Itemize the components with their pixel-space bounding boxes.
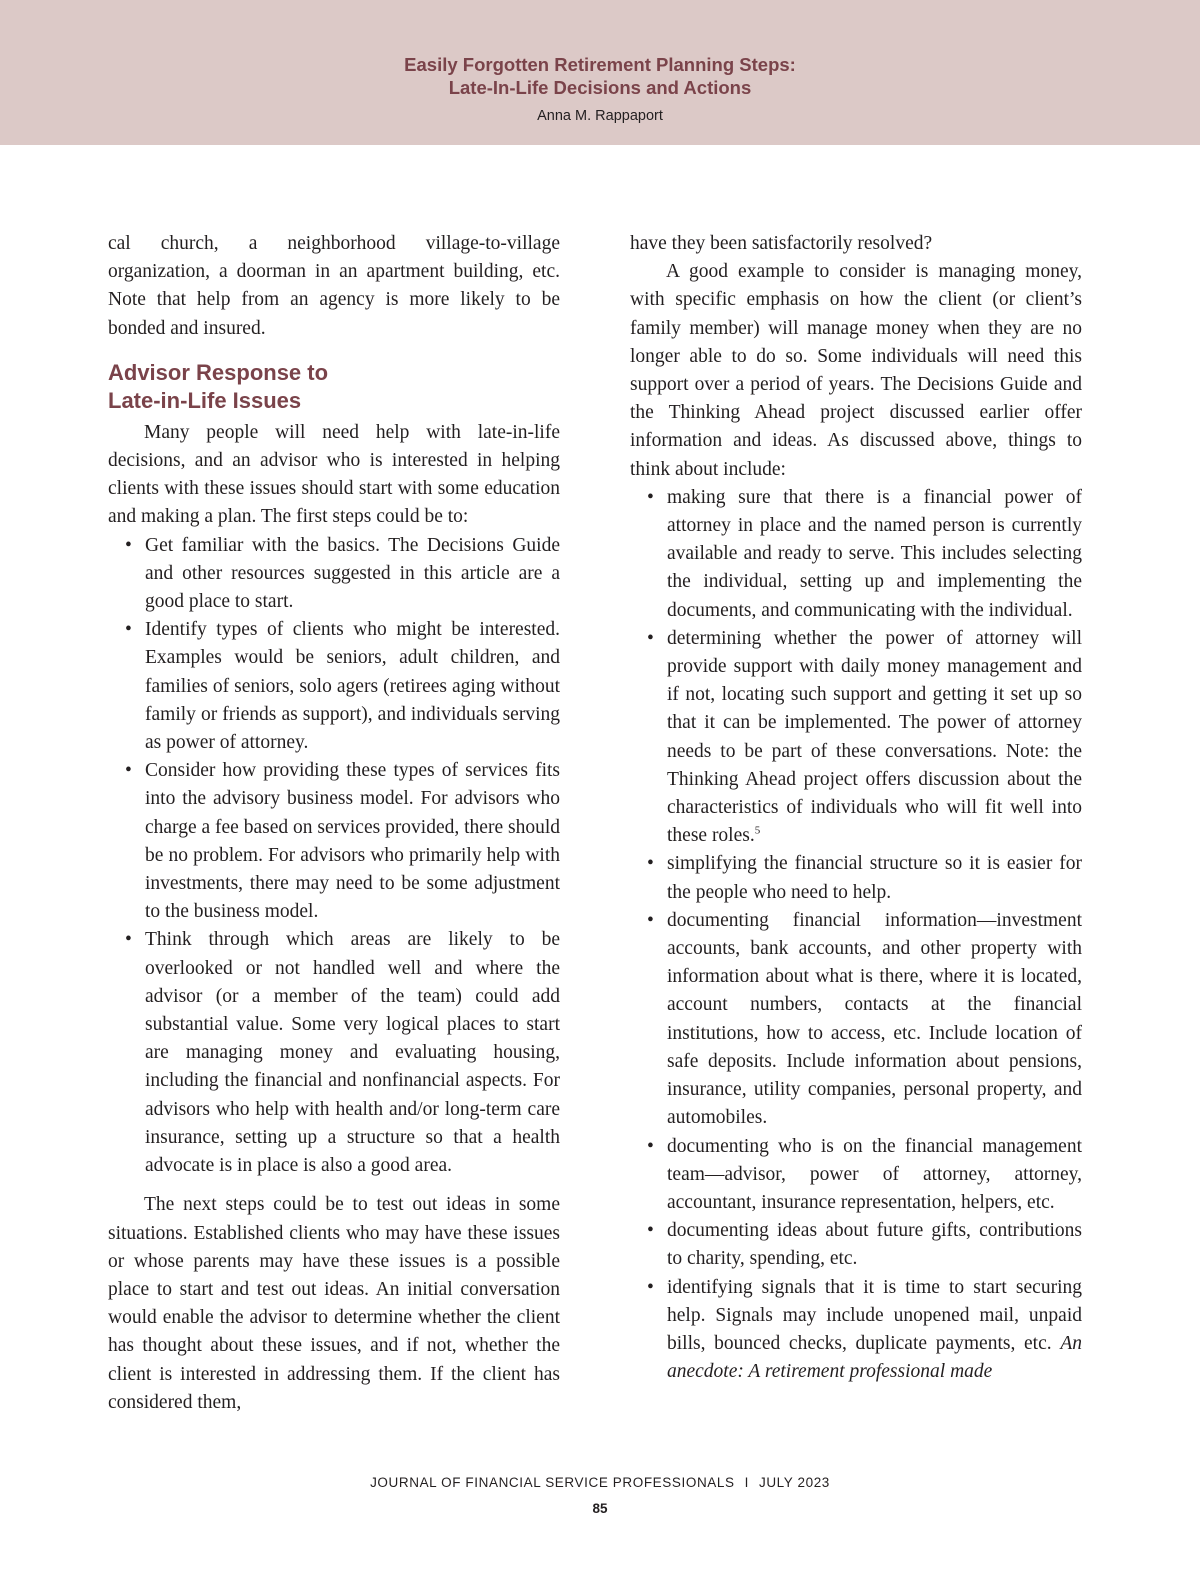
right-bullet-item: • documenting financial information—investment accounts, bank accounts, and other property with information about what is there, where it is located, account numbers, contacts at the financial institutions, how to access, etc. Include location of safe deposits. Include information about pensions, insurance, utility companies, personal property, and automobiles.	[630, 907, 1082, 1133]
section-heading	[108, 359, 560, 415]
left-bullet-item: • Get familiar with the basics. The Decisions Guide and other resources suggested in this article are a good place to start.	[108, 532, 560, 617]
right-bullet-list	[630, 484, 1082, 1387]
right-bullet-item: • making sure that there is a financial power of attorney in place and the named person is currently available and ready to serve. This includes selecting the individual, setting up and implementing the documents, and communicating with the individual.	[630, 484, 1082, 625]
left-bullet-item: • Think through which areas are likely to be overlooked or not handled well and where the advisor (or a member of the team) could add substantial value. Some very logical places to start are managing money and evaluating housing, including the financial and nonfinancial aspects. For advisors who help with health and/or long-term care insurance, setting up a structure so that a health advocate is in place is also a good area.	[108, 926, 560, 1180]
article-author: Anna M. Rappaport	[537, 108, 663, 124]
right-bullet-item: • documenting who is on the financial management team—advisor, power of attorney, attorney, accountant, insurance representation, helpers, etc.	[630, 1133, 1082, 1218]
page-footer	[0, 1475, 1200, 1490]
right-bullet-text: identifying signals that it is time to start securing help. Signals may include unopened mail, unpaid bills, bounced checks, duplicate payments, etc.	[667, 1276, 1082, 1354]
section-heading-line-2: Late-in-Life Issues	[108, 387, 302, 413]
right-column	[630, 230, 1082, 1386]
footer-separator: I	[744, 1475, 749, 1490]
issue-date: JULY 2023	[758, 1475, 830, 1490]
right-paragraph-2: A good example to consider is managing money, with specific emphasis on how the client (or client’s family member) will manage money when they are no longer able to do so. Some individuals will need this support over a period of years. The Decisions Guide and the Thinking Ahead project discussed earlier offer information and ideas. As discussed above, things to think about include:	[630, 261, 1082, 480]
article-title	[0, 53, 1200, 99]
left-paragraph-3: The next steps could be to test out ideas in some situations. Established clients who may have these issues or whose parents may have these issues is a possible place to start and test out ideas. An initial conversation would enable the advisor to determine whether the client has thought about these issues, and if not, whether the client is interested in addressing them. If the client has considered them,	[108, 1194, 560, 1413]
section-heading-line-1: Advisor Response to	[108, 359, 329, 385]
footnote-reference: 5	[754, 824, 761, 837]
page-header	[0, 0, 1200, 145]
right-bullet-text: determining whether the power of attorney will provide support with daily money management and if not, locating such support and getting it set up so that it can be implemented. The power of attorney needs to be part of these conversations. Note: the Thinking Ahead project offers discussion about the characteristics of individuals who will fit well into these roles.	[667, 627, 1082, 847]
anecdote-italic-text: An anecdote: A retirement professional made	[667, 1332, 1083, 1383]
right-bullet-item	[630, 1274, 1082, 1387]
right-paragraph-1: have they been satisfactorily resolved?	[630, 233, 933, 254]
page-number: 85	[592, 1501, 608, 1516]
journal-name: JOURNAL OF FINANCIAL SERVICE PROFESSIONALS	[370, 1475, 735, 1490]
left-column	[108, 230, 560, 1417]
right-bullet-item	[630, 625, 1082, 851]
left-bullet-list	[108, 532, 560, 1181]
left-paragraph-1: cal church, a neighborhood village-to-village organization, a doorman in an apartment building, etc. Note that help from an agency is more likely to be bonded and insured.	[108, 233, 560, 339]
right-bullet-item: • simplifying the financial structure so it is easier for the people who need to help.	[630, 850, 1082, 906]
right-bullet-item: • documenting ideas about future gifts, contributions to charity, spending, etc.	[630, 1217, 1082, 1273]
left-bullet-item: • Consider how providing these types of services fits into the advisory business model. For advisors who charge a fee based on services provided, there should be no problem. For advisors who primarily help with investments, there may need to be some adjustment to the business model.	[108, 757, 560, 926]
article-title-line-2: Late-In-Life Decisions and Actions	[448, 77, 752, 98]
left-bullet-item: • Identify types of clients who might be interested. Examples would be seniors, adult children, and families of seniors, solo agers (retirees aging without family or friends as support), and individuals serving as power of attorney.	[108, 616, 560, 757]
article-title-line-1: Easily Forgotten Retirement Planning Steps:	[404, 54, 796, 75]
left-paragraph-2: Many people will need help with late-in-life decisions, and an advisor who is interested in helping clients with these issues should start with some education and making a plan. The first steps could be to:	[108, 421, 560, 528]
